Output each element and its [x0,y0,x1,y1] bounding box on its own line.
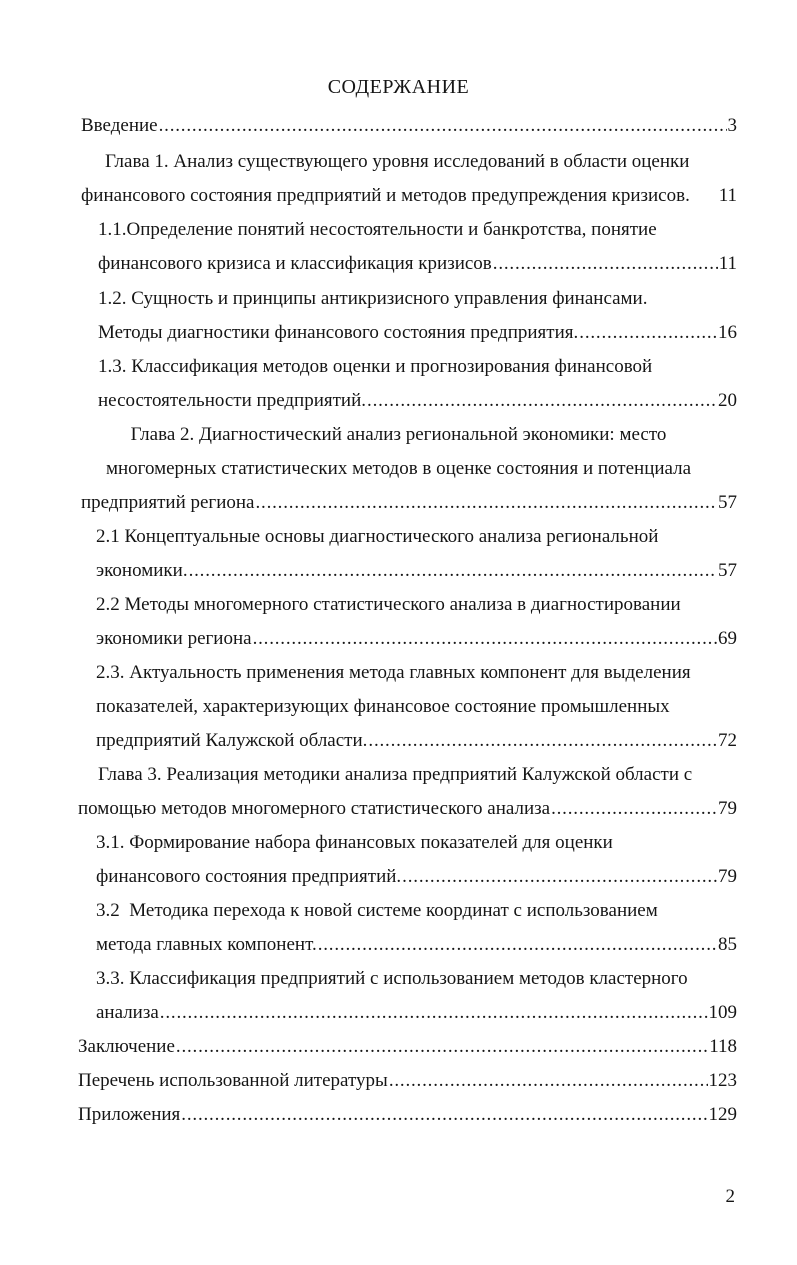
toc-section-1-3 [98,389,737,413]
toc-page-number: 3 [727,115,737,136]
toc-entry-text: Приложения [78,1104,181,1125]
toc-page-number: 20 [718,390,737,411]
dot-leader [160,1001,708,1025]
toc-chapter-1 [81,184,737,208]
toc-page-number: 123 [708,1070,737,1091]
dot-leader [367,389,717,413]
toc-page-number: 69 [718,628,737,649]
toc-entry-text: несостоятельности предприятий. [98,390,367,411]
dot-leader [551,797,717,821]
toc-section-2-3-line-2: показателей, характеризующих финансовое состояние промышленных [96,696,670,717]
toc-entry-conclusion [78,1035,737,1059]
dot-leader [389,1069,708,1093]
toc-chapter-2-line-2: многомерных статистических методов в оценке состояния и потенциала [105,458,692,479]
dot-leader [255,491,717,515]
dot-leader [493,252,718,276]
toc-section-1-1-line-1: 1.1.Определение понятий несостоятельности и банкротства, понятие [98,219,657,240]
toc-page-number: 57 [718,560,737,581]
toc-entry-text: метода главных компонент. [96,934,317,955]
toc-page-number: 16 [718,322,737,343]
toc-entry-text: помощью методов многомерного статистического анализа [78,798,551,819]
toc-entry-text: предприятий Калужской области. [96,730,368,751]
toc-page-number: 129 [708,1104,737,1125]
toc-page-number: 109 [708,1002,737,1023]
page-number: 2 [725,1186,735,1207]
toc-page-number: 11 [718,253,737,274]
toc-page-number: 72 [718,730,737,751]
toc-page-number: 85 [718,934,737,955]
toc-section-2-3 [96,729,737,753]
toc-section-2-2 [96,627,737,651]
toc-section-3-1 [96,865,737,889]
dot-leader [176,1035,708,1059]
toc-section-1-2 [98,321,737,345]
toc-page-number: 57 [718,492,737,513]
toc-entry-text: Введение [81,115,158,136]
toc-section-1-1 [98,252,737,276]
toc-chapter-3-line-1: Глава 3. Реализация методики анализа предприятий Калужской области с [98,764,693,785]
toc-section-1-2-line-1: 1.2. Сущность и принципы антикризисного управления финансами. [98,288,648,309]
toc-entry-text: финансового кризиса и классификация кризисов [98,253,492,274]
toc-page-number: 11 [718,185,737,206]
dot-leader [579,321,717,345]
toc-chapter-2-line-1: Глава 2. Диагностический анализ региональной экономики: место [130,424,667,445]
dot-leader [181,1103,707,1127]
toc-entry-introduction [81,114,737,138]
toc-entry-text: финансового состояния предприятий и методов предупреждения кризисов. [81,185,690,206]
toc-entry-references [78,1069,737,1093]
dot-leader [189,559,717,583]
toc-entry-text: экономики. [96,560,188,581]
toc-section-3-2-line-1: 3.2 Методика перехода к новой системе координат с использованием [96,900,658,921]
toc-entry-text: анализа [96,1002,159,1023]
toc-chapter-3 [78,797,737,821]
toc-entry-text: экономики региона [96,628,252,649]
toc-page-number: 79 [718,798,737,819]
toc-section-3-3-line-1: 3.3. Классификация предприятий с использованием методов кластерного [96,968,688,989]
toc-section-2-1 [96,559,737,583]
dot-leader [368,729,717,753]
toc-section-2-1-line-1: 2.1 Концептуальные основы диагностического анализа региональной [96,526,659,547]
page-title: СОДЕРЖАНИЕ [327,76,470,98]
toc-entry-text: финансового состояния предприятий. [96,866,402,887]
toc-entry-text: Перечень использованной литературы [78,1070,388,1091]
toc-chapter-2 [81,491,737,515]
toc-page-number: 118 [709,1036,737,1057]
toc-entry-text: Заключение [78,1036,175,1057]
toc-section-3-3 [96,1001,737,1025]
toc-entry-appendices [78,1103,737,1127]
toc-section-1-3-line-1: 1.3. Классификация методов оценки и прогнозирования финансовой [98,356,653,377]
dot-leader [159,114,727,138]
toc-section-2-3-line-1: 2.3. Актуальность применения метода главных компонент для выделения [96,662,691,683]
toc-section-3-2 [96,933,737,957]
toc-section-2-2-line-1: 2.2 Методы многомерного статистического анализа в диагностировании [96,594,681,615]
toc-chapter-1-line-1: Глава 1. Анализ существующего уровня исследований в области оценки [105,151,690,172]
dot-leader [318,933,717,957]
dot-leader [253,627,717,651]
toc-entry-text: Методы диагностики финансового состояния предприятия. [98,322,579,343]
toc-section-3-1-line-1: 3.1. Формирование набора финансовых показателей для оценки [96,832,613,853]
toc-entry-text: предприятий региона [81,492,255,513]
dot-leader [402,865,717,889]
toc-page-number: 79 [718,866,737,887]
